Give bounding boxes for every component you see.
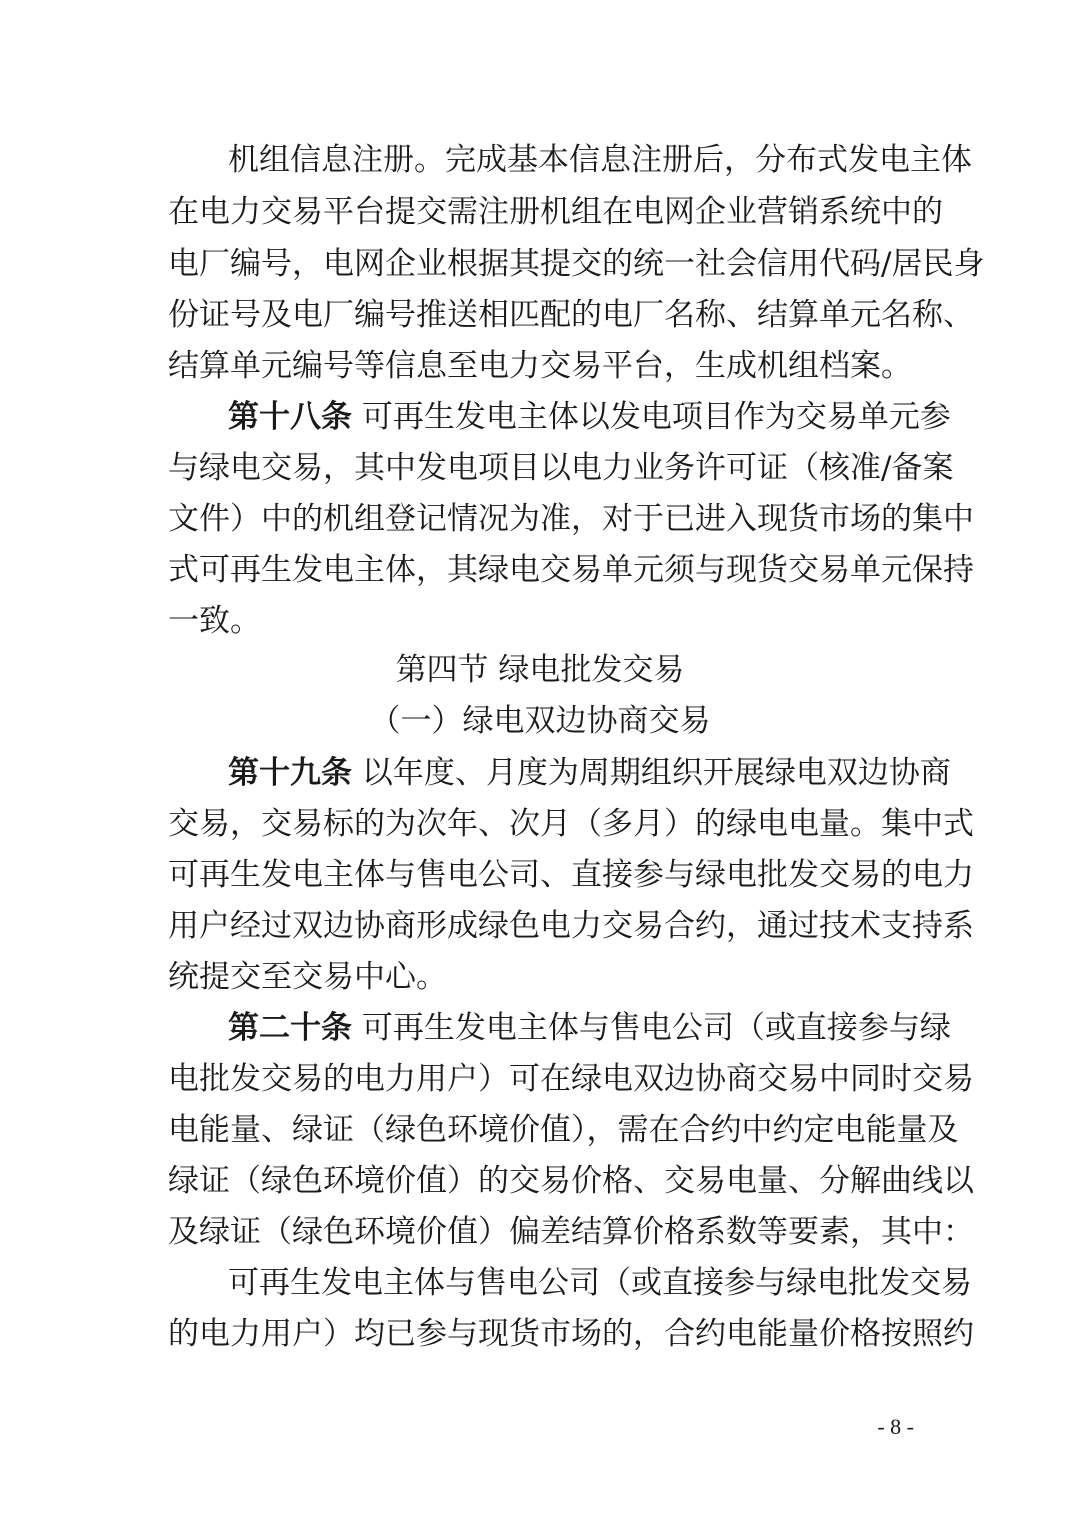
paragraph-line: 机组信息注册。完成基本信息注册后，分布式发电主体 [228,142,972,178]
article-18-first-line [228,395,951,439]
paragraph-line: 文件）中的机组登记情况为准，对于已进入现货市场的集中 [168,501,974,537]
paragraph-line: 电批发交易的电力用户）可在绿电双边协商交易中同时交易 [168,1061,974,1097]
article-20-first-line [228,1006,951,1050]
paragraph-line: 电能量、绿证（绿色环境价值），需在合约中约定电能量及 [168,1112,959,1148]
paragraph-line: 与绿电交易，其中发电项目以电力业务许可证（核准/备案 [168,450,954,486]
paragraph-line: 交易，交易标的为次年、次月（多月）的绿电电量。集中式 [168,806,974,842]
paragraph-line: 份证号及电厂编号推送相匹配的电厂名称、结算单元名称、 [168,297,974,333]
paragraph-line: 的电力用户）均已参与现货市场的，合约电能量价格按照约 [168,1316,974,1352]
article-19-text: 以年度、月度为周期组织开展绿电双边协商 [361,755,951,791]
article-19-label: 第十九条 [228,755,352,791]
article-20-label: 第二十条 [228,1010,352,1046]
paragraph-line: 式可再生发电主体，其绿电交易单元须与现货交易单元保持 [168,552,974,588]
paragraph-line: 在电力交易平台提交需注册机组在电网企业营销系统中的 [168,194,943,230]
paragraph-line: 统提交至交易中心。 [168,959,447,995]
section-heading: 第四节 绿电批发交易 [395,652,685,688]
paragraph-line: 绿证（绿色环境价值）的交易价格、交易电量、分解曲线以 [168,1163,974,1199]
subsection-heading: （一）绿电双边协商交易 [369,703,711,739]
paragraph-line: 电厂编号，电网企业根据其提交的统一社会信用代码/居民身 [168,246,985,282]
page-number: - 8 - [877,1414,914,1439]
article-19-first-line [228,751,951,795]
article-18-text: 可再生发电主体以发电项目作为交易单元参 [361,399,951,435]
paragraph-line: 可再生发电主体与售电公司（或直接参与绿电批发交易 [228,1265,972,1301]
paragraph-line: 及绿证（绿色环境价值）偏差结算价格系数等要素，其中： [168,1214,974,1250]
paragraph-line: 一致。 [168,603,261,639]
article-18-label: 第十八条 [228,399,352,435]
paragraph-line: 可再生发电主体与售电公司、直接参与绿电批发交易的电力 [168,857,974,893]
article-20-text: 可再生发电主体与售电公司（或直接参与绿 [361,1010,951,1046]
paragraph-line: 用户经过双边协商形成绿色电力交易合约，通过技术支持系 [168,908,974,944]
paragraph-line: 结算单元编号等信息至电力交易平台，生成机组档案。 [168,348,912,384]
